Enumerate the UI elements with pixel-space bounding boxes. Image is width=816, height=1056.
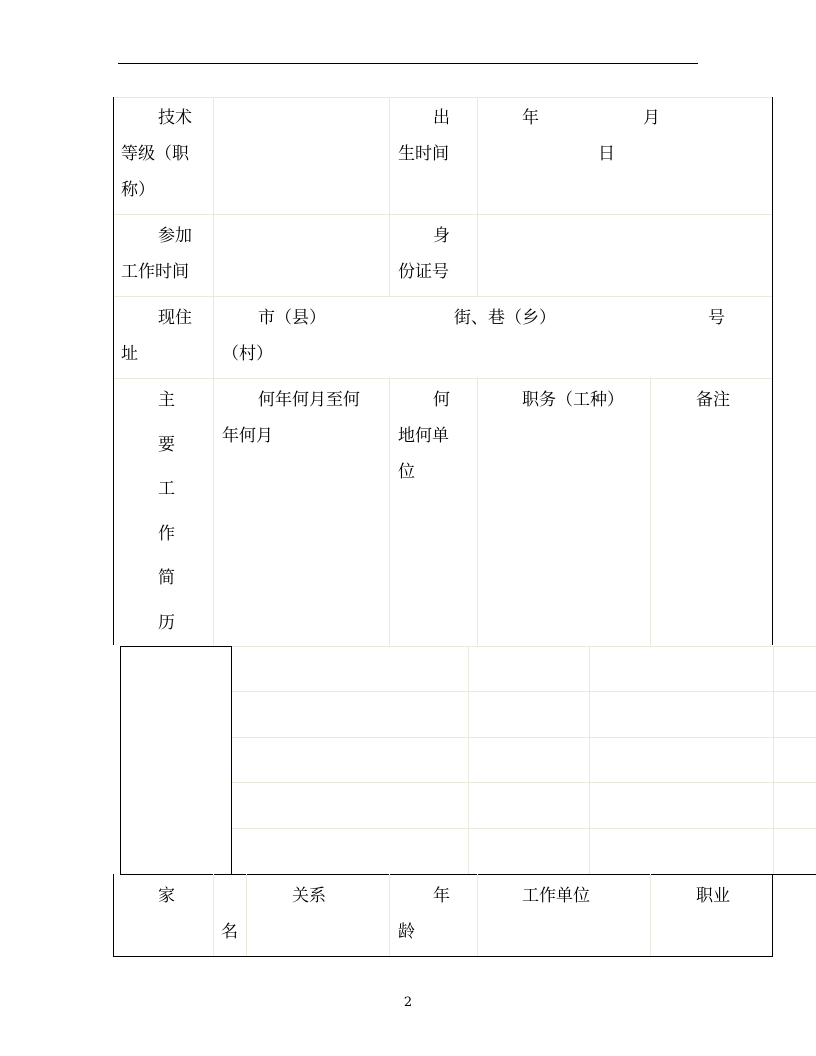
grid-line bbox=[246, 874, 247, 956]
age-header: 年 bbox=[433, 886, 450, 906]
work-history-char: 工 bbox=[158, 479, 175, 499]
tech-grade-label: 称） bbox=[121, 180, 155, 200]
place-header: 位 bbox=[398, 462, 415, 482]
grid-line bbox=[389, 378, 390, 645]
period-header: 何年何月至何 bbox=[258, 390, 360, 410]
blank-box bbox=[120, 646, 232, 875]
grid-line bbox=[113, 296, 773, 297]
grid-line bbox=[231, 737, 816, 738]
birth-label: 出 bbox=[433, 108, 450, 128]
table-left-border bbox=[113, 97, 114, 645]
grid-line bbox=[113, 97, 773, 98]
table-left-border bbox=[113, 874, 114, 956]
page-number: 2 bbox=[403, 995, 413, 1010]
family-label: 家 bbox=[158, 886, 175, 906]
grid-line bbox=[477, 874, 478, 956]
grid-line bbox=[231, 646, 816, 647]
name-header: 名 bbox=[221, 922, 238, 942]
grid-line bbox=[113, 378, 773, 379]
work-history-char: 作 bbox=[158, 523, 175, 544]
grid-line bbox=[477, 378, 478, 645]
period-header: 年何月 bbox=[222, 426, 273, 446]
address-number: 号 bbox=[708, 308, 725, 328]
work-history-char: 历 bbox=[158, 612, 175, 633]
id-number-label: 份证号 bbox=[398, 262, 449, 282]
grid-line bbox=[389, 97, 390, 296]
header-rule bbox=[118, 63, 698, 64]
address-label: 现住 bbox=[158, 308, 192, 328]
tech-grade-label: 技术 bbox=[158, 108, 192, 128]
work-history-char: 简 bbox=[158, 568, 175, 588]
place-header: 何 bbox=[433, 390, 450, 410]
position-header: 职务（工种） bbox=[522, 390, 624, 410]
grid-line bbox=[213, 874, 214, 956]
birth-year-label: 年 bbox=[522, 108, 539, 128]
work-history-char: 主 bbox=[158, 390, 175, 410]
grid-line bbox=[477, 97, 478, 296]
grid-line bbox=[389, 874, 390, 956]
table-right-border bbox=[772, 874, 773, 956]
birth-day-label: 日 bbox=[598, 144, 615, 164]
remarks-header: 备注 bbox=[696, 390, 730, 410]
table-bottom-border bbox=[113, 956, 773, 957]
work-history-label bbox=[158, 378, 175, 645]
work-start-label: 工作时间 bbox=[121, 262, 189, 282]
relation-header: 关系 bbox=[292, 886, 326, 906]
place-header: 地何单 bbox=[398, 426, 449, 446]
grid-line bbox=[773, 646, 774, 874]
address-label: 址 bbox=[121, 344, 138, 364]
workplace-header: 工作单位 bbox=[522, 886, 590, 906]
grid-line bbox=[113, 214, 773, 215]
grid-line bbox=[650, 378, 651, 645]
birth-label: 生时间 bbox=[398, 144, 449, 164]
age-header: 龄 bbox=[398, 922, 415, 942]
id-number-label: 身 bbox=[433, 226, 450, 246]
grid-line bbox=[468, 646, 469, 874]
grid-line bbox=[650, 874, 651, 956]
address-street: 街、巷（乡） bbox=[454, 308, 556, 328]
birth-month-label: 月 bbox=[643, 108, 660, 128]
address-village: （村） bbox=[222, 344, 273, 364]
tech-grade-label: 等级（职 bbox=[121, 144, 189, 164]
work-history-char: 要 bbox=[158, 434, 175, 455]
work-start-label: 参加 bbox=[158, 226, 192, 246]
grid-line bbox=[231, 691, 816, 692]
grid-line bbox=[231, 828, 816, 829]
table-right-border bbox=[772, 97, 773, 645]
address-city: 市（县） bbox=[258, 308, 326, 328]
grid-line bbox=[589, 646, 590, 874]
grid-line bbox=[232, 874, 816, 875]
grid-line bbox=[231, 782, 816, 783]
grid-line bbox=[213, 97, 214, 645]
occupation-header: 职业 bbox=[696, 886, 730, 906]
